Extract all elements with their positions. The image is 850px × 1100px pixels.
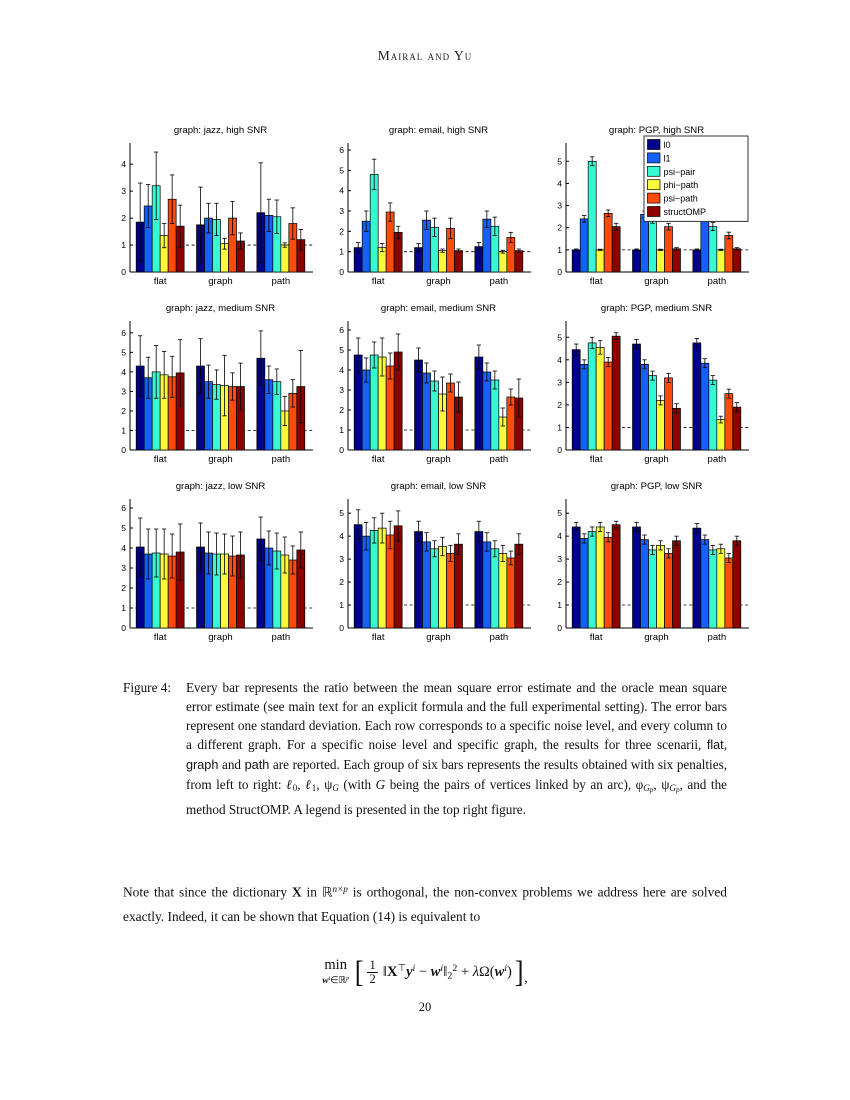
bar: [515, 544, 523, 628]
bar: [657, 400, 665, 450]
bar: [580, 538, 588, 628]
bar: [446, 383, 454, 450]
bar: [439, 251, 447, 272]
bar: [454, 251, 462, 272]
svg-text:1: 1: [557, 600, 562, 611]
svg-text:4: 4: [557, 531, 562, 542]
svg-text:3: 3: [339, 206, 344, 217]
svg-text:6: 6: [339, 145, 344, 156]
svg-text:0: 0: [557, 445, 562, 455]
chart-graph-email-low-snr: [322, 478, 536, 654]
bar: [394, 526, 402, 628]
bar: [701, 363, 709, 450]
svg-text:1: 1: [339, 600, 344, 611]
bar: [499, 553, 507, 628]
bar: [725, 558, 733, 628]
svg-text:path: path: [271, 276, 291, 287]
chart-graph-email-medium-snr: [322, 300, 536, 476]
svg-text:flat: flat: [371, 454, 385, 465]
chart-title: graph: jazz, medium SNR: [165, 303, 276, 314]
svg-text:graph: graph: [426, 276, 451, 287]
bar: [693, 528, 701, 628]
bar: [633, 344, 641, 450]
svg-text:1: 1: [121, 240, 126, 251]
bar: [657, 545, 665, 628]
body-paragraph: Note that since the dictionary X in ℝ$^{n\times p}$ is orthogonal, the non-convex problems we address here are solved exactly. Indeed, it can be shown that Equation (14) is equivalent to: [123, 884, 727, 924]
bar: [491, 549, 499, 628]
svg-text:4: 4: [557, 178, 562, 189]
bar: [572, 527, 580, 628]
svg-text:5: 5: [557, 508, 562, 519]
svg-text:l1: l1: [663, 153, 671, 164]
svg-text:path: path: [707, 632, 727, 643]
svg-text:3: 3: [121, 186, 126, 197]
bar: [641, 214, 649, 272]
figure-caption-label: Figure 4:: [123, 680, 171, 695]
svg-text:2: 2: [557, 222, 562, 233]
svg-text:0: 0: [557, 267, 562, 277]
svg-text:0: 0: [557, 623, 562, 633]
svg-text:3: 3: [339, 554, 344, 565]
equation-fraction: $\frac{1}{2}$: [369, 957, 376, 986]
equation-close-bracket: ]: [514, 954, 524, 989]
bar: [672, 408, 680, 450]
bar: [612, 336, 620, 450]
running-head: Mairal and Yu: [377, 48, 473, 63]
chart-title: graph: PGP, high SNR: [608, 125, 705, 136]
bar: [475, 357, 483, 450]
chart-graph-jazz-low-snr: [104, 478, 318, 654]
svg-text:2: 2: [121, 213, 126, 224]
equation-body: $‖X^⊤y^i$ − $w^i‖_2^2 + \lambda\Omega(w^i)$: [382, 962, 512, 982]
svg-text:5: 5: [557, 332, 562, 343]
bar: [354, 525, 362, 628]
bar: [612, 227, 620, 272]
svg-text:4: 4: [557, 354, 562, 365]
equation-trailing-comma: ,: [524, 970, 528, 986]
figure-caption-text: Every bar represents the ratio between the mean square error estimate and the oracle mean square error estimate (see main text for an explicit formula and the full experimental setting). The error bars represent one standard deviation. Each row corresponds to a specific noise level, and every column to a different graph. For a specific noise level and specific graph, the results for three scenarii, flat, graph and path are reported. Each group of six bars represents the results obtained with six penalties, from left to right: ℓ$_0$, ℓ$_1$, $\psi_G$ (with G being the pairs of vertices linked by an arc), $\varphi_{Gp}$, $\psi_{Gp}$, and the method StructOMP. A legend is presented in the top right figure.: [186, 680, 728, 817]
chart-title: graph: email, low SNR: [390, 481, 487, 492]
svg-text:5: 5: [121, 347, 126, 358]
bar: [672, 541, 680, 628]
bar: [604, 213, 612, 272]
figure-charts: [104, 122, 754, 654]
legend: [644, 136, 748, 221]
svg-text:2: 2: [339, 577, 344, 588]
svg-text:path: path: [271, 632, 291, 643]
bar: [604, 362, 612, 450]
svg-text:flat: flat: [371, 632, 385, 643]
svg-text:1: 1: [339, 425, 344, 435]
svg-text:path: path: [489, 454, 509, 465]
svg-text:6: 6: [121, 503, 126, 513]
chart-graph-pgp-high-snr: [540, 122, 754, 298]
bar: [580, 364, 588, 450]
bar: [596, 347, 604, 450]
bar: [709, 550, 717, 628]
chart-title: graph: jazz, high SNR: [173, 125, 268, 136]
chart-graph-jazz-high-snr: [104, 122, 318, 298]
bar: [717, 420, 725, 450]
bar: [572, 350, 580, 450]
chart-title: graph: jazz, low SNR: [175, 481, 266, 492]
svg-text:graph: graph: [208, 454, 233, 465]
svg-text:2: 2: [339, 405, 344, 415]
svg-text:flat: flat: [153, 276, 167, 287]
svg-text:graph: graph: [426, 632, 451, 643]
svg-text:5: 5: [557, 156, 562, 167]
svg-text:5: 5: [121, 523, 126, 533]
svg-text:3: 3: [121, 386, 126, 397]
bar: [483, 372, 491, 450]
svg-text:4: 4: [339, 185, 344, 196]
chart-title: graph: PGP, low SNR: [610, 481, 703, 492]
bar: [709, 380, 717, 450]
svg-text:structOMP: structOMP: [663, 207, 707, 217]
svg-text:3: 3: [557, 200, 562, 211]
bar: [633, 250, 641, 272]
svg-text:path: path: [707, 454, 727, 465]
chart-graph-email-high-snr: [322, 122, 536, 298]
bar: [446, 553, 454, 628]
equation-min-operator: min $w^i\in ℝ^p$: [322, 956, 350, 986]
bar: [439, 546, 447, 628]
svg-text:2: 2: [557, 399, 562, 410]
bar: [725, 394, 733, 450]
bar: [664, 227, 672, 272]
svg-text:1: 1: [557, 244, 562, 255]
svg-text:4: 4: [121, 366, 126, 377]
svg-text:flat: flat: [153, 454, 167, 465]
bar: [423, 542, 431, 628]
svg-text:psi−pair: psi−pair: [663, 166, 696, 177]
bar: [588, 161, 596, 272]
svg-text:4: 4: [121, 159, 126, 170]
equation-open-bracket: [: [354, 954, 364, 989]
svg-text:path: path: [707, 276, 727, 287]
svg-text:6: 6: [121, 327, 126, 338]
bar: [507, 558, 515, 628]
chart-title: graph: email, high SNR: [388, 125, 489, 136]
bar: [701, 540, 709, 628]
bar: [612, 525, 620, 628]
bar: [431, 549, 439, 628]
bar: [604, 537, 612, 628]
bar: [641, 540, 649, 628]
bar: [733, 249, 741, 272]
bar: [572, 250, 580, 272]
figure-caption: [123, 678, 727, 819]
chart-title: graph: PGP, medium SNR: [600, 303, 713, 314]
svg-text:4: 4: [121, 543, 126, 553]
svg-text:flat: flat: [589, 276, 603, 287]
svg-text:flat: flat: [153, 632, 167, 643]
svg-text:graph: graph: [644, 632, 669, 643]
bar: [672, 249, 680, 272]
svg-text:flat: flat: [371, 276, 385, 287]
bar: [733, 407, 741, 450]
svg-text:0: 0: [339, 267, 344, 277]
bar: [733, 541, 741, 628]
svg-text:path: path: [489, 276, 509, 287]
svg-text:graph: graph: [208, 632, 233, 643]
bar: [693, 343, 701, 450]
bar: [717, 250, 725, 272]
bar: [709, 227, 717, 272]
svg-text:0: 0: [121, 623, 126, 633]
svg-text:2: 2: [339, 226, 344, 237]
svg-text:graph: graph: [644, 276, 669, 287]
bar: [588, 532, 596, 628]
bar: [515, 251, 523, 272]
svg-text:0: 0: [339, 623, 344, 633]
bar: [641, 364, 649, 450]
bar: [693, 250, 701, 272]
bar: [596, 250, 604, 272]
svg-text:1: 1: [121, 425, 126, 436]
svg-text:5: 5: [339, 345, 344, 355]
svg-text:graph: graph: [208, 276, 233, 287]
svg-text:6: 6: [339, 325, 344, 335]
svg-text:1: 1: [121, 603, 126, 613]
chart-graph-jazz-medium-snr: [104, 300, 318, 476]
bar: [701, 216, 709, 272]
bar: [657, 250, 665, 272]
bar: [649, 550, 657, 628]
svg-text:2: 2: [121, 405, 126, 416]
bar: [664, 553, 672, 628]
bar: [580, 219, 588, 272]
svg-text:l0: l0: [663, 140, 671, 150]
svg-text:path: path: [489, 632, 509, 643]
bar: [415, 360, 423, 450]
bar: [649, 376, 657, 450]
svg-text:3: 3: [557, 377, 562, 388]
svg-text:flat: flat: [589, 454, 603, 465]
svg-text:path: path: [271, 454, 291, 465]
svg-text:flat: flat: [589, 632, 603, 643]
svg-text:3: 3: [339, 385, 344, 395]
svg-text:graph: graph: [426, 454, 451, 465]
bar: [415, 532, 423, 628]
bar: [491, 380, 499, 450]
bar: [596, 527, 604, 628]
bar: [370, 355, 378, 450]
bar: [423, 373, 431, 450]
svg-text:2: 2: [121, 583, 126, 593]
equation: [0, 948, 850, 996]
bar: [475, 532, 483, 628]
page-number: 20: [418, 1000, 432, 1014]
svg-text:5: 5: [339, 508, 344, 519]
chart-graph-pgp-low-snr: [540, 478, 754, 654]
bar: [725, 235, 733, 272]
svg-text:0: 0: [121, 445, 126, 455]
bar: [588, 343, 596, 450]
bar: [483, 542, 491, 628]
bar: [717, 549, 725, 628]
chart-title: graph: email, medium SNR: [380, 303, 497, 314]
bar: [454, 544, 462, 628]
bar: [281, 245, 289, 272]
svg-text:4: 4: [339, 365, 344, 375]
bar: [633, 527, 641, 628]
svg-text:psi−path: psi−path: [663, 193, 698, 204]
chart-graph-pgp-medium-snr: [540, 300, 754, 476]
svg-text:1: 1: [339, 246, 344, 257]
svg-text:4: 4: [339, 531, 344, 542]
svg-text:3: 3: [557, 554, 562, 565]
bar: [499, 252, 507, 272]
svg-text:graph: graph: [644, 454, 669, 465]
bar: [649, 219, 657, 272]
bar: [664, 378, 672, 450]
bar: [370, 530, 378, 628]
svg-text:3: 3: [121, 563, 126, 573]
svg-text:2: 2: [557, 577, 562, 588]
svg-text:1: 1: [557, 422, 562, 433]
svg-text:phi−path: phi−path: [663, 180, 699, 191]
svg-text:0: 0: [121, 267, 126, 277]
svg-text:5: 5: [339, 165, 344, 176]
svg-text:0: 0: [339, 445, 344, 455]
